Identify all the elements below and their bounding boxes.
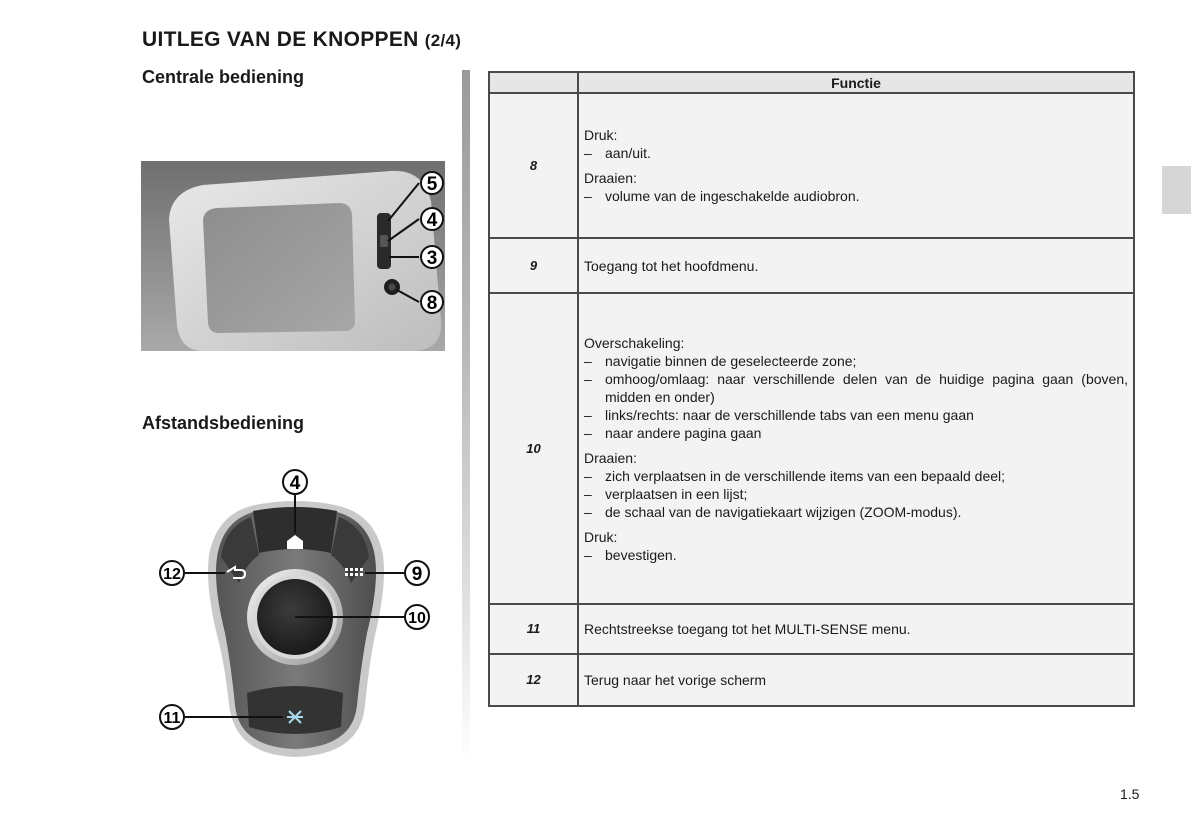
- desc-list: [584, 352, 1128, 442]
- row-description: Terug naar het vorige scherm: [578, 654, 1134, 706]
- callout-remote-4-label: 4: [289, 473, 301, 494]
- desc-list-item: – aan/uit.: [584, 144, 1128, 162]
- table-row-9: [489, 238, 1134, 293]
- desc-block: [584, 169, 1128, 205]
- row-description: Rechtstreekse toegang tot het MULTI-SENSE menu.: [578, 604, 1134, 654]
- callout-8-label: 8: [426, 293, 438, 314]
- function-table: [488, 71, 1135, 707]
- desc-list: [584, 144, 1128, 162]
- desc-list: [584, 187, 1128, 205]
- row-number: 11: [489, 604, 578, 654]
- desc-list-item: – omhoog/omlaag: naar verschillende delen van de huidige pagina gaan (boven, midden en onder): [584, 370, 1128, 406]
- desc-list-item: – links/rechts: naar de verschillende tabs van een menu gaan: [584, 406, 1128, 424]
- callout-3-label: 3: [426, 248, 438, 269]
- header-number-cell: [489, 72, 578, 93]
- page-title: [142, 28, 461, 52]
- callout-5-label: 5: [426, 174, 438, 195]
- desc-list-item: – de schaal van de navigatiekaart wijzigen (ZOOM-modus).: [584, 503, 1128, 521]
- callout-remote-10: [405, 605, 429, 629]
- row-number: 12: [489, 654, 578, 706]
- desc-block: [584, 449, 1128, 521]
- row-description: [578, 293, 1134, 604]
- desc-block-title: Druk:: [584, 127, 618, 143]
- desc-block-title: Draaien:: [584, 170, 637, 186]
- header-function-cell: Functie: [578, 72, 1134, 93]
- desc-list: [584, 546, 1128, 564]
- page-title-suffix: (2/4): [424, 31, 462, 50]
- desc-block: [584, 126, 1128, 162]
- desc-block-title: Draaien:: [584, 449, 637, 466]
- callout-4-label: 4: [426, 210, 438, 231]
- chapter-tab-marker: [1162, 166, 1191, 214]
- table-row-12: [489, 654, 1134, 706]
- callout-remote-11: [160, 705, 184, 729]
- callout-remote-10-label: 10: [408, 610, 426, 627]
- row-number: 9: [489, 238, 578, 293]
- column-separator: [462, 70, 470, 760]
- callout-remote-11-label: 11: [163, 710, 181, 727]
- page-title-text: UITLEG VAN DE KNOPPEN: [142, 28, 419, 51]
- central-control-illustration: [141, 161, 445, 351]
- table-row-10: [489, 293, 1134, 604]
- callout-remote-9-label: 9: [411, 564, 423, 585]
- callout-4: [421, 208, 443, 231]
- row-number: 10: [489, 293, 578, 604]
- callout-5: [421, 172, 443, 195]
- desc-block: [584, 528, 1128, 564]
- callout-remote-9: [405, 561, 429, 585]
- row-description: Toegang tot het hoofdmenu.: [578, 238, 1134, 293]
- desc-list-item: – navigatie binnen de geselecteerde zone;: [584, 352, 1128, 370]
- table-header-row: [489, 72, 1134, 93]
- page-number: 1.5: [1120, 786, 1140, 802]
- desc-list: [584, 467, 1128, 521]
- desc-list-item: – zich verplaatsen in de verschillende items van een bepaald deel;: [584, 467, 1128, 485]
- section-heading-central: Centrale bediening: [142, 67, 305, 87]
- desc-list-item: – bevestigen.: [584, 546, 1128, 564]
- desc-block-title: Druk:: [584, 528, 618, 545]
- table-row-11: [489, 604, 1134, 654]
- section-heading-remote: Afstandsbediening: [142, 413, 305, 433]
- callout-remote-12-label: 12: [163, 566, 181, 583]
- row-number: 8: [489, 93, 578, 238]
- desc-list-item: – naar andere pagina gaan: [584, 424, 1128, 442]
- table-row-8: [489, 93, 1134, 238]
- desc-block: [584, 334, 1128, 442]
- desc-list-item: – verplaatsen in een lijst;: [584, 485, 1128, 503]
- callout-8: [421, 291, 443, 314]
- callout-3: [421, 246, 443, 269]
- desc-block-title: Overschakeling:: [584, 334, 685, 351]
- remote-control-illustration: [155, 465, 455, 765]
- callout-remote-4: [283, 470, 307, 494]
- desc-list-item: – volume van de ingeschakelde audiobron.: [584, 187, 1128, 205]
- row-description: [578, 93, 1134, 238]
- callout-remote-12: [160, 561, 184, 585]
